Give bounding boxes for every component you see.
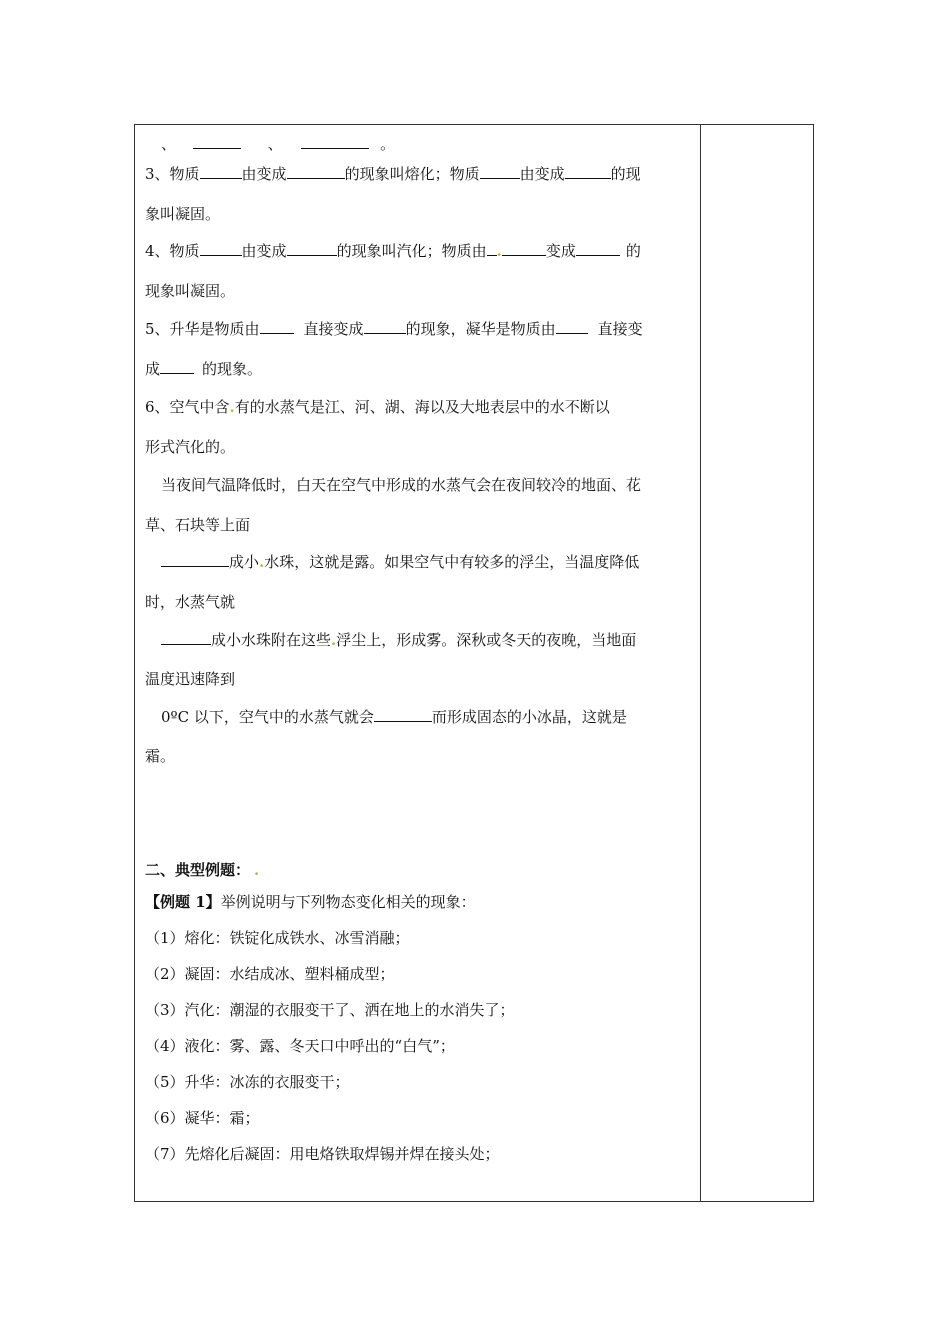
fill-blank[interactable] <box>287 241 337 256</box>
paragraph-3-line-2: 温度迅速降到 <box>145 670 236 688</box>
fill-blank[interactable] <box>374 707 432 722</box>
question-3-line-1: 3、物质 由变成 的现象叫熔化；物质 由变成 的现 <box>145 165 641 183</box>
fill-blank[interactable] <box>161 552 229 567</box>
question-4-line-1: 4、物质 由变成 的现象叫汽化；物质由 . 变成 的 <box>145 242 641 260</box>
paragraph-1-line-2: 草、石块等上面 <box>145 516 251 534</box>
paragraph-2-line-2: 时，水蒸气就 <box>145 593 236 611</box>
fill-blank[interactable] <box>576 241 620 256</box>
example-1-item: （4）液化：雾、露、冬天口中呼出的“白气”； <box>145 1037 455 1055</box>
paragraph-4-line-1: 0ºC 以下，空气中的水蒸气就会 而形成固态的小冰晶，这就是 <box>161 708 627 726</box>
question-6-line-2: 形式汽化的。 <box>145 438 236 456</box>
paragraph-4-line-2: 霜。 <box>145 747 176 765</box>
question-6-line-1: 6、空气中含.有的水蒸气是江、河、湖、海以及大地表层中的水不断以 <box>145 398 610 416</box>
fill-blank[interactable] <box>556 319 588 334</box>
fill-blank[interactable] <box>260 319 294 334</box>
fill-blank[interactable] <box>487 241 497 256</box>
example-1-item: （3）汽化：潮湿的衣服变干了、洒在地上的水消失了； <box>145 1001 515 1019</box>
blank-line-continuation: 、 、 。 <box>161 135 396 153</box>
question-4-line-2: 现象叫凝固。 <box>145 282 236 300</box>
fill-blank[interactable] <box>287 164 345 179</box>
column-divider <box>700 124 701 1202</box>
paragraph-3-line-1: 成小水珠附在这些.浮尘上，形成雾。深秋或冬天的夜晚，当地面 <box>161 630 636 650</box>
fill-blank[interactable] <box>200 241 242 256</box>
example-1-item: （5）升华：冰冻的衣服变干； <box>145 1073 350 1091</box>
fill-blank[interactable] <box>565 164 611 179</box>
fill-blank[interactable] <box>301 134 369 149</box>
fill-blank[interactable] <box>161 630 211 645</box>
fill-blank[interactable] <box>502 241 546 256</box>
fill-blank[interactable] <box>193 134 241 149</box>
question-5-line-2: 成 的现象。 <box>145 360 263 378</box>
example-1-item: （1）熔化：铁锭化成铁水、冰雪消融； <box>145 929 410 947</box>
example-1-heading: 【例题 1】举例说明与下列物态变化相关的现象： <box>145 893 476 911</box>
fill-blank[interactable] <box>160 359 194 374</box>
section-2-title: 二、典型例题： . <box>145 861 260 879</box>
paragraph-2-line-1: 成小.水珠，这就是露。如果空气中有较多的浮尘，当温度降低 <box>161 552 639 572</box>
fill-blank[interactable] <box>364 319 406 334</box>
fill-blank[interactable] <box>480 164 520 179</box>
example-1-item: （7）先熔化后凝固：用电烙铁取焊锡并焊在接头处； <box>145 1145 500 1163</box>
fill-blank[interactable] <box>200 164 242 179</box>
example-1-item: （2）凝固：水结成冰、塑料桶成型； <box>145 965 395 983</box>
example-1-item: （6）凝华：霜； <box>145 1109 260 1127</box>
question-5-line-1: 5、升华是物质由 直接变成 的现象，凝华是物质由 直接变 <box>145 320 643 338</box>
paragraph-1-line-1: 当夜间气温降低时，白天在空气中形成的水蒸气会在夜间较冷的地面、花 <box>161 476 642 494</box>
question-3-line-2: 象叫凝固。 <box>145 205 221 223</box>
